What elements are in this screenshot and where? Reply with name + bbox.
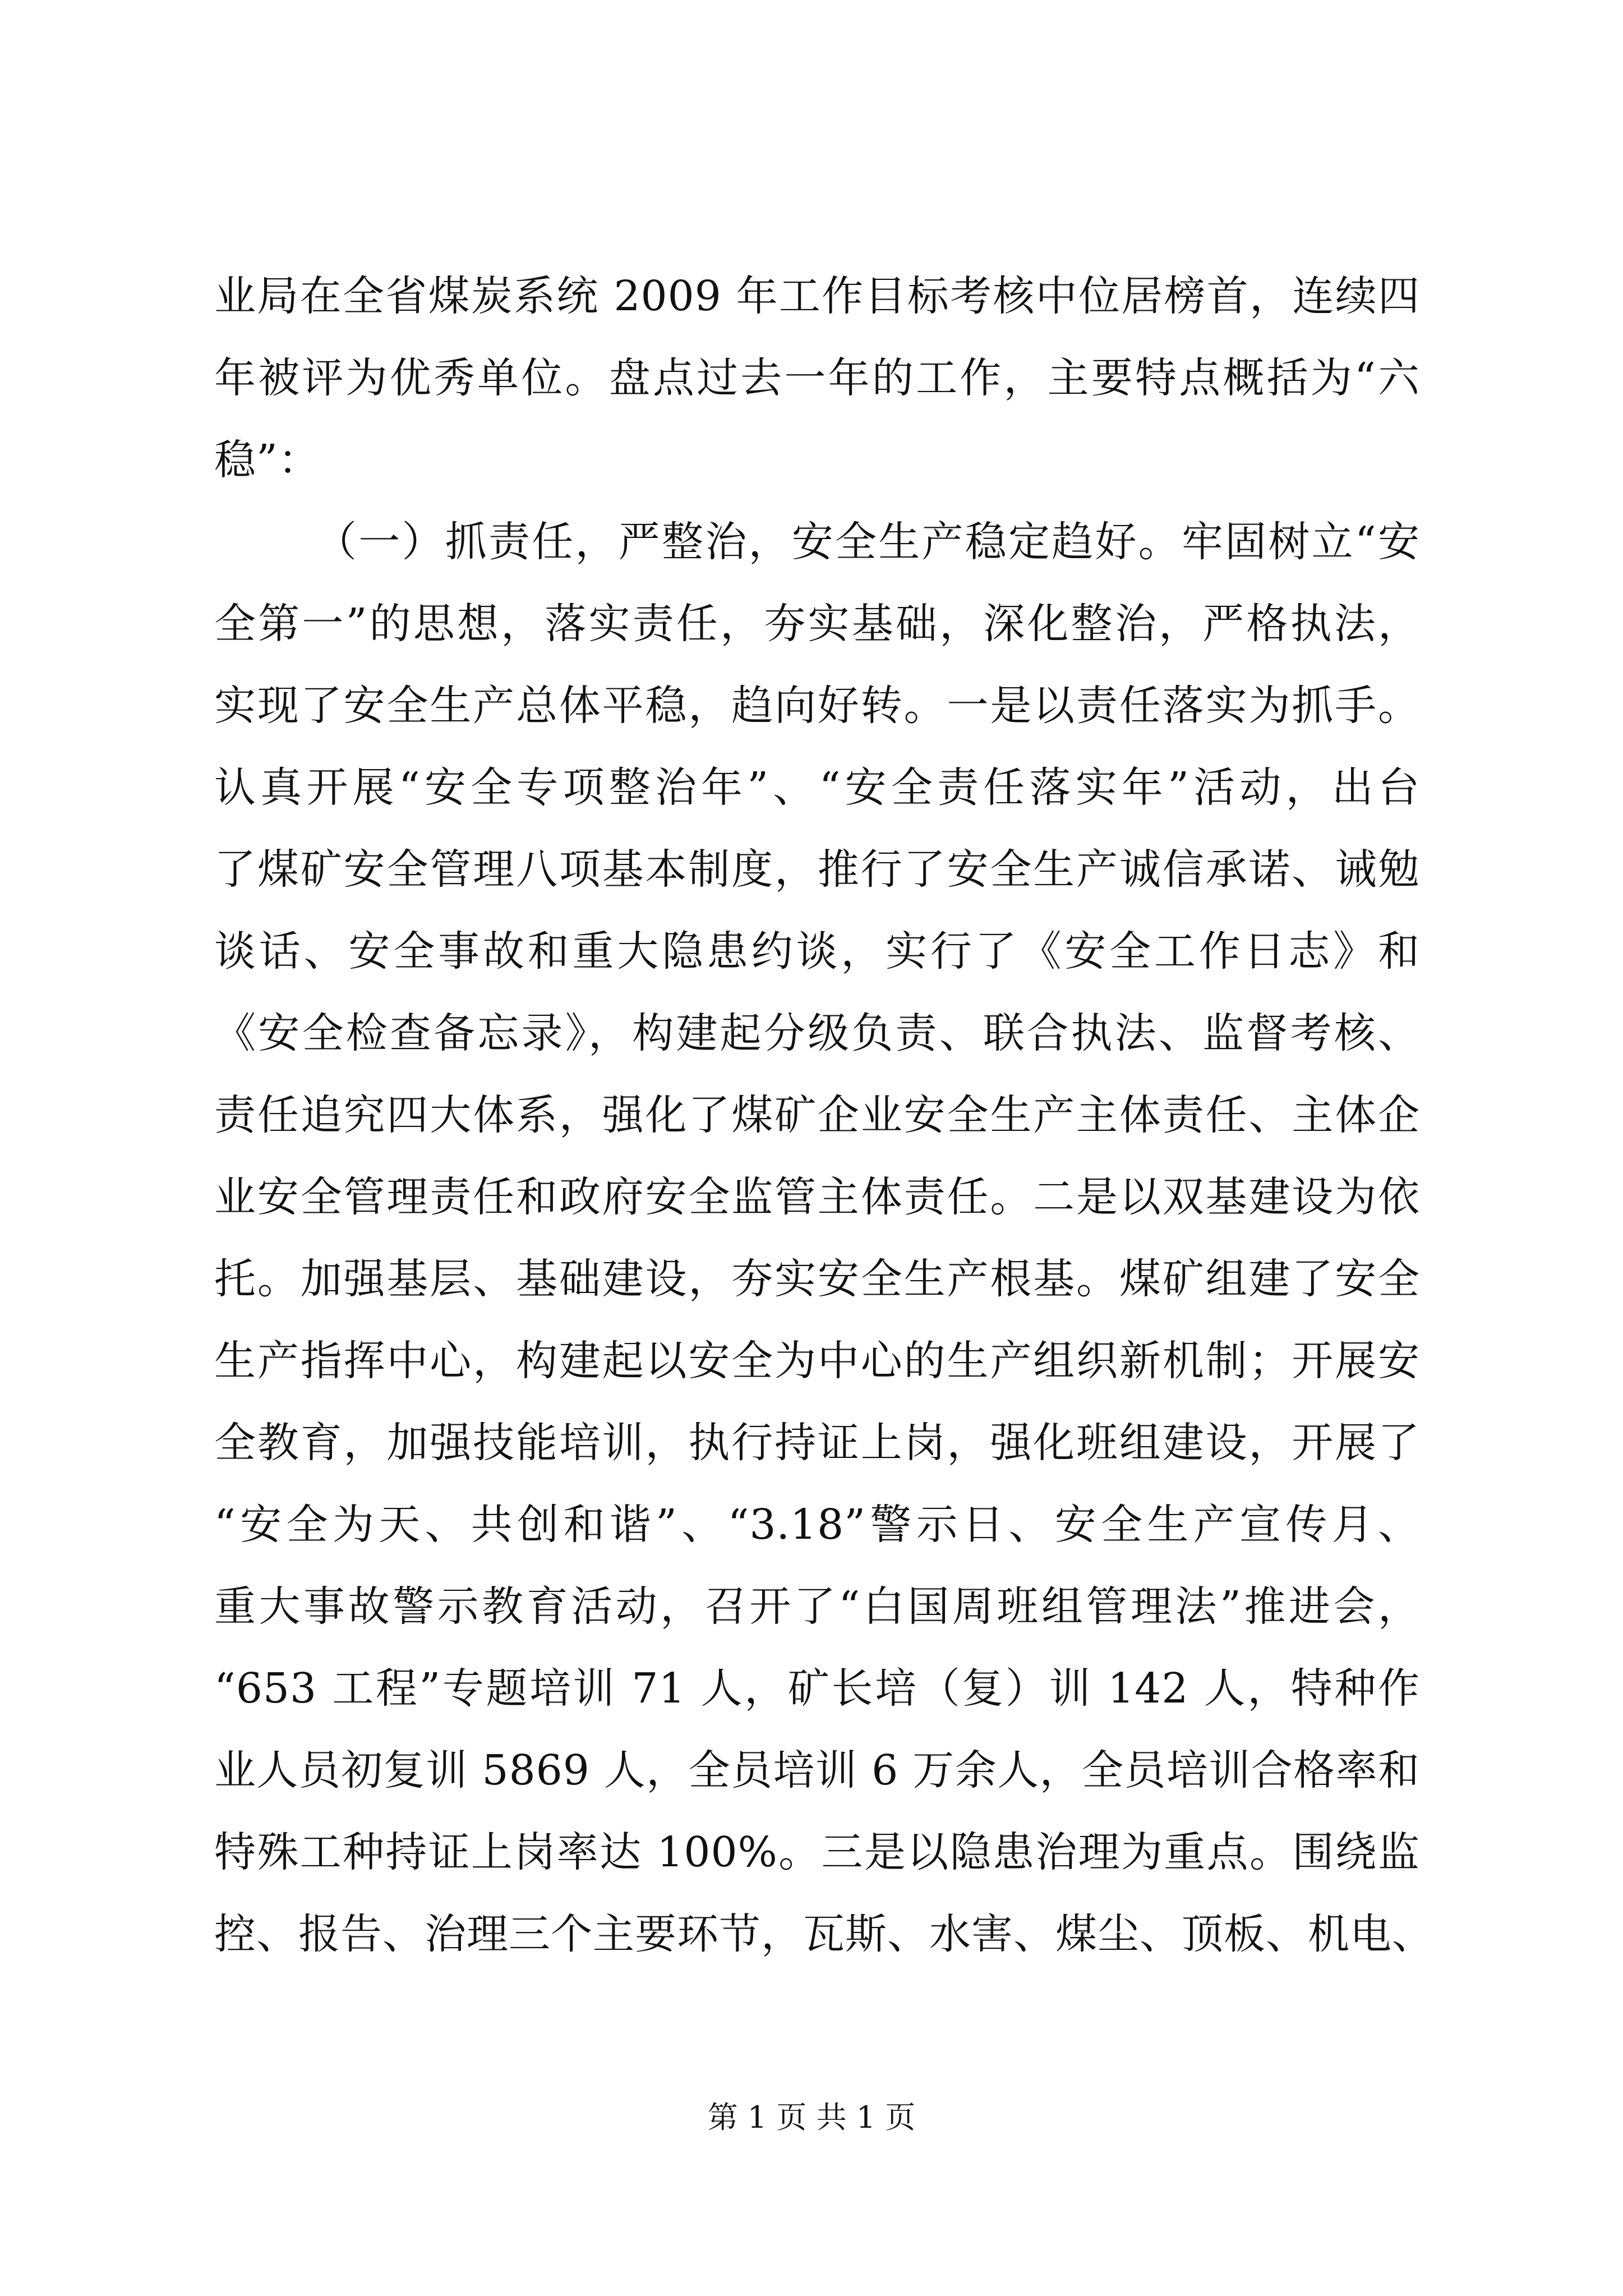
text-line: 重大事故警示教育活动，召开了“白国周班组管理法”推进会，	[214, 1582, 1420, 1631]
document-body	[214, 255, 1434, 1975]
text-line: 实现了安全生产总体平稳，趋向好转。一是以责任落实为抓手。	[214, 682, 1420, 730]
text-line: 控、报告、治理三个主要环节，瓦斯、水害、煤尘、顶板、机电、	[214, 1910, 1434, 1958]
text-line: 生产指挥中心，构建起以安全为中心的生产组织新机制；开展安	[214, 1337, 1420, 1385]
text-line: 托。加强基层、基础建设，夯实安全生产根基。煤矿组建了安全	[214, 1255, 1420, 1303]
page-number-footer: 第 1 页 共 1 页	[707, 2100, 916, 2135]
text-line: 认真开展“安全专项整治年”、“安全责任落实年”活动，出台	[214, 763, 1420, 812]
text-line: 业安全管理责任和政府安全监管主体责任。二是以双基建设为依	[214, 1173, 1420, 1221]
text-line: 业局在全省煤炭系统 2009 年工作目标考核中位居榜首，连续四	[214, 272, 1420, 320]
text-line: 全第一”的思想，落实责任，夯实基础，深化整治，严格执法，	[214, 600, 1420, 648]
text-line: 稳”：	[214, 436, 320, 484]
text-line: 责任追究四大体系，强化了煤矿企业安全生产主体责任、主体企	[214, 1091, 1420, 1139]
text-line: “653 工程”专题培训 71 人，矿长培（复）训 142 人，特种作	[214, 1664, 1420, 1713]
text-line: 年被评为优秀单位。盘点过去一年的工作，主要特点概括为“六	[214, 354, 1420, 402]
text-line: 《安全检查备忘录》，构建起分级负责、联合执法、监督考核、	[214, 1009, 1420, 1057]
text-line: 了煤矿安全管理八项基本制度，推行了安全生产诚信承诺、诫勉	[214, 845, 1420, 894]
text-line: 特殊工种持证上岗率达 100%。三是以隐患治理为重点。围绕监	[214, 1828, 1420, 1876]
text-line: “安全为天、共创和谐”、“3.18”警示日、安全生产宣传月、	[214, 1501, 1420, 1549]
text-line: 业人员初复训 5869 人，全员培训 6 万余人，全员培训合格率和	[214, 1746, 1420, 1795]
paragraph-start-line: （一）抓责任，严整治，安全生产稳定趋好。牢固树立“安	[315, 518, 1420, 566]
text-line: 全教育，加强技能培训，执行持证上岗，强化班组建设，开展了	[214, 1419, 1420, 1467]
text-line: 谈话、安全事故和重大隐患约谈，实行了《安全工作日志》和	[214, 927, 1420, 976]
